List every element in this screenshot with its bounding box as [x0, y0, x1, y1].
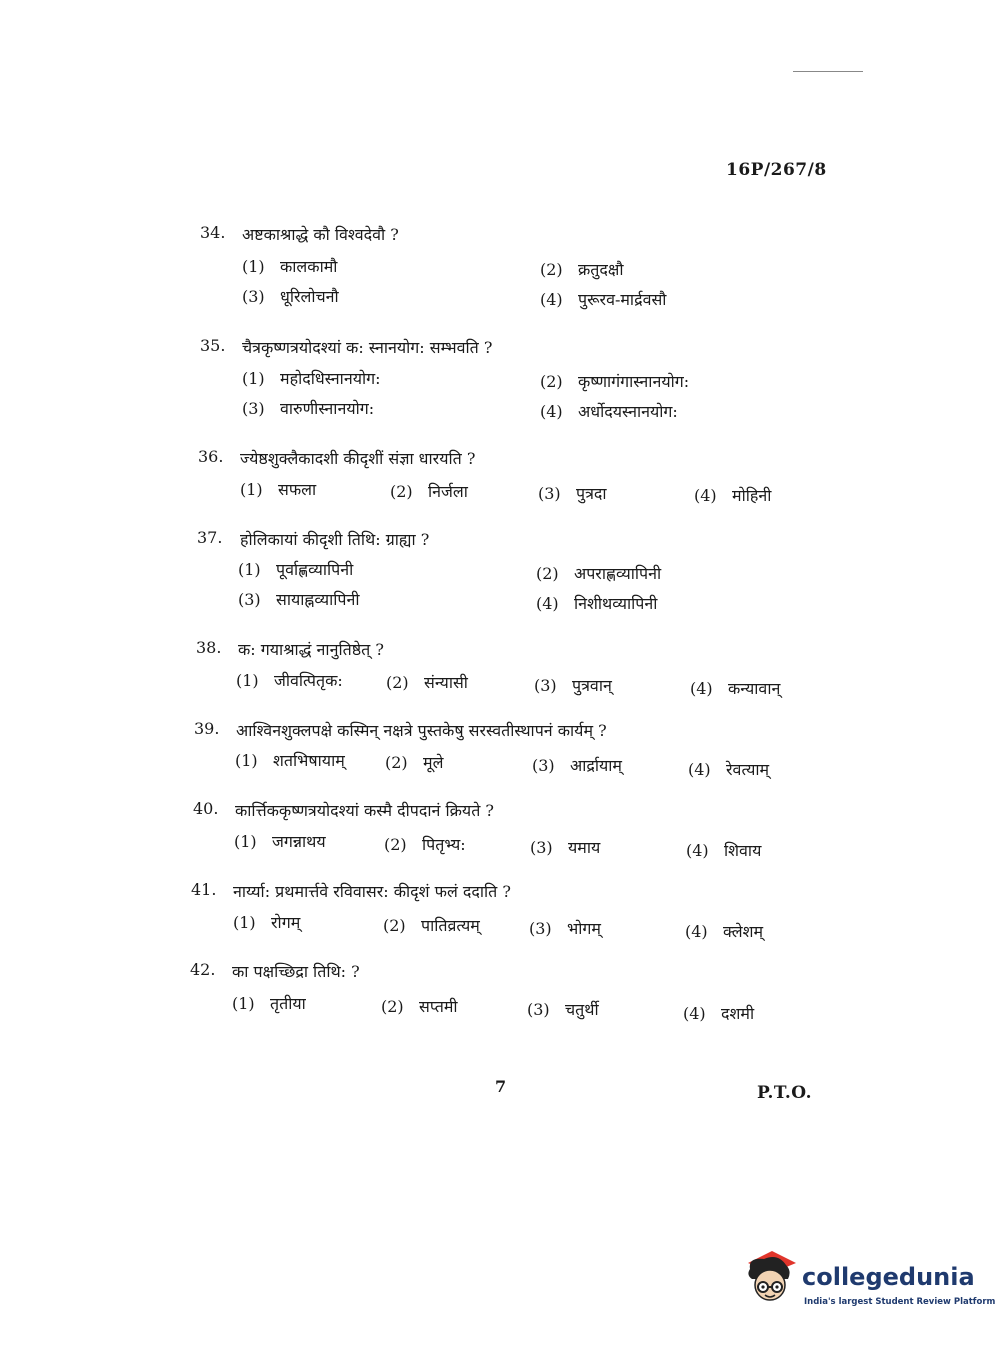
option-text: पुरूरव-मार्द्रवसौ	[578, 290, 667, 309]
option-text: शतभिषायाम्	[273, 751, 345, 770]
option-text: पुत्रवान्	[572, 676, 612, 695]
option-number: (3)	[534, 676, 557, 695]
option-number: (1)	[240, 480, 263, 499]
option-number: (1)	[236, 671, 259, 690]
option-number: (2)	[381, 997, 404, 1016]
option-text: वारुणीस्नानयोग:	[280, 399, 375, 418]
question-text: नार्य्या: प्रथमार्त्तवे रविवासर: कीदृशं फलं ददाति ?	[233, 882, 511, 901]
option-number: (3)	[238, 590, 261, 609]
option-text: अर्धोदयस्नानयोग:	[578, 402, 678, 421]
option-text: तृतीया	[270, 994, 306, 1013]
option-text: जगन्नाथय	[272, 832, 326, 851]
question-text: कार्त्तिककृष्णत्रयोदश्यां कस्मै दीपदानं क्रियते ?	[235, 801, 494, 820]
option-number: (4)	[694, 486, 717, 505]
option-number: (2)	[383, 916, 406, 935]
option-text: मूले	[423, 753, 444, 772]
option-2	[536, 562, 661, 584]
option-4	[683, 1002, 754, 1024]
option-text: पितृभ्य:	[422, 835, 466, 854]
option-1	[238, 558, 353, 580]
option-number: (2)	[385, 753, 408, 772]
option-3	[530, 836, 600, 858]
question-number: 42.	[190, 960, 216, 979]
option-4	[536, 592, 657, 614]
option-text: निर्जला	[428, 482, 468, 501]
option-1	[233, 911, 300, 933]
option-number: (4)	[540, 290, 563, 309]
option-3	[532, 754, 622, 776]
option-2	[540, 258, 624, 280]
option-number: (1)	[235, 751, 258, 770]
logo-brand: collegedunia	[802, 1263, 975, 1291]
option-number: (4)	[683, 1004, 706, 1023]
option-3	[527, 998, 599, 1020]
option-2	[390, 480, 468, 502]
option-text: यमाय	[568, 838, 601, 857]
top-rule	[793, 71, 863, 72]
option-3	[242, 397, 374, 419]
option-2	[381, 995, 458, 1017]
option-2	[386, 671, 468, 693]
paper-code: 16P/267/8	[726, 160, 827, 180]
option-number: (4)	[688, 760, 711, 779]
option-text: कालकामौ	[280, 257, 338, 276]
option-text: कन्यावान्	[728, 679, 781, 698]
question-number: 39.	[194, 719, 220, 738]
option-4	[540, 400, 678, 422]
option-text: शिवाय	[724, 841, 762, 860]
option-1	[236, 669, 343, 691]
question-number: 37.	[197, 528, 223, 547]
option-text: आर्द्रायाम्	[570, 756, 622, 775]
option-1	[232, 992, 306, 1014]
question-number: 41.	[191, 880, 217, 899]
page-number: 7	[495, 1077, 507, 1096]
option-4	[690, 677, 780, 699]
option-text: पुत्रदा	[576, 484, 607, 503]
option-2	[384, 833, 466, 855]
option-number: (4)	[686, 841, 709, 860]
option-number: (2)	[540, 372, 563, 391]
option-number: (4)	[540, 402, 563, 421]
option-text: दशमी	[721, 1004, 755, 1023]
option-3	[238, 588, 360, 610]
option-number: (1)	[242, 257, 265, 276]
option-text: रेवत्याम्	[726, 760, 770, 779]
option-text: क्रतुदक्षौ	[578, 260, 624, 279]
option-number: (2)	[386, 673, 409, 692]
option-number: (1)	[232, 994, 255, 1013]
question-text: अष्टकाश्राद्धे कौ विश्वदेवौ ?	[242, 225, 399, 244]
option-4	[685, 920, 763, 942]
option-number: (3)	[538, 484, 561, 503]
option-text: धूरिलोचनौ	[280, 287, 339, 306]
logo-tagline: India's largest Student Review Platform	[804, 1297, 996, 1307]
option-text: सफला	[278, 480, 317, 499]
option-text: सप्तमी	[419, 997, 458, 1016]
option-text: पूर्वाह्णव्यापिनी	[276, 560, 354, 579]
collegedunia-logo	[742, 1249, 996, 1317]
question-text: होलिकायां कीदृशी तिथि: ग्राह्या ?	[240, 530, 430, 549]
question-number: 36.	[198, 447, 224, 466]
option-2	[383, 914, 480, 936]
option-1	[242, 367, 381, 389]
question-text: आश्विनशुक्लपक्षे कस्मिन् नक्षत्रे पुस्तकेषु सरस्वतीस्थापनं कार्यम् ?	[236, 721, 607, 740]
option-text: सायाह्नव्यापिनी	[276, 590, 360, 609]
option-number: (3)	[532, 756, 555, 775]
question-text: का पक्षच्छिद्रा तिथि: ?	[232, 962, 360, 981]
option-3	[529, 917, 601, 939]
option-number: (3)	[529, 919, 552, 938]
question-number: 35.	[200, 336, 226, 355]
question-number: 38.	[196, 638, 222, 657]
option-2	[385, 751, 443, 773]
option-1	[235, 749, 345, 771]
option-number: (3)	[530, 838, 553, 857]
option-number: (3)	[242, 287, 265, 306]
question-text: ज्येष्ठशुक्लैकादशी कीदृशीं संज्ञा धारयति ?	[240, 449, 476, 468]
option-4	[686, 839, 761, 861]
option-number: (1)	[238, 560, 261, 579]
question-number: 34.	[200, 223, 226, 242]
option-number: (2)	[390, 482, 413, 501]
option-text: चतुर्थी	[565, 1000, 599, 1019]
option-text: रोगम्	[271, 913, 301, 932]
option-text: भोगम्	[567, 919, 601, 938]
option-4	[688, 758, 769, 780]
question-number: 40.	[193, 799, 219, 818]
option-number: (1)	[233, 913, 256, 932]
student-mascot-icon	[742, 1249, 800, 1307]
option-text: मोहिनी	[732, 486, 772, 505]
option-number: (2)	[536, 564, 559, 583]
option-4	[694, 484, 771, 506]
option-3	[534, 674, 612, 696]
option-text: महोदधिस्नानयोग:	[280, 369, 381, 388]
option-number: (2)	[384, 835, 407, 854]
option-1	[240, 478, 316, 500]
option-text: कृष्णागंगास्नानयोग:	[578, 372, 690, 391]
option-number: (1)	[234, 832, 257, 851]
option-2	[540, 370, 689, 392]
option-number: (2)	[540, 260, 563, 279]
question-text: क: गयाश्राद्धं नानुतिष्ठेत् ?	[238, 640, 384, 659]
option-1	[234, 830, 326, 852]
question-text: चैत्रकृष्णत्रयोदश्यां क: स्नानयोग: सम्भवति ?	[242, 338, 493, 357]
option-number: (4)	[685, 922, 708, 941]
option-text: निशीथव्यापिनी	[574, 594, 658, 613]
option-3	[538, 482, 607, 504]
option-number: (4)	[690, 679, 713, 698]
pto-label: P.T.O.	[757, 1083, 812, 1103]
option-text: पातिव्रत्यम्	[421, 916, 480, 935]
option-number: (4)	[536, 594, 559, 613]
option-number: (3)	[242, 399, 265, 418]
option-text: अपराह्णव्यापिनी	[574, 564, 662, 583]
option-3	[242, 285, 339, 307]
option-4	[540, 288, 666, 310]
option-text: जीवत्पितृक:	[274, 671, 343, 690]
option-1	[242, 255, 337, 277]
option-text: संन्यासी	[424, 673, 468, 692]
option-number: (3)	[527, 1000, 550, 1019]
option-number: (1)	[242, 369, 265, 388]
option-text: क्लेशम्	[723, 922, 764, 941]
